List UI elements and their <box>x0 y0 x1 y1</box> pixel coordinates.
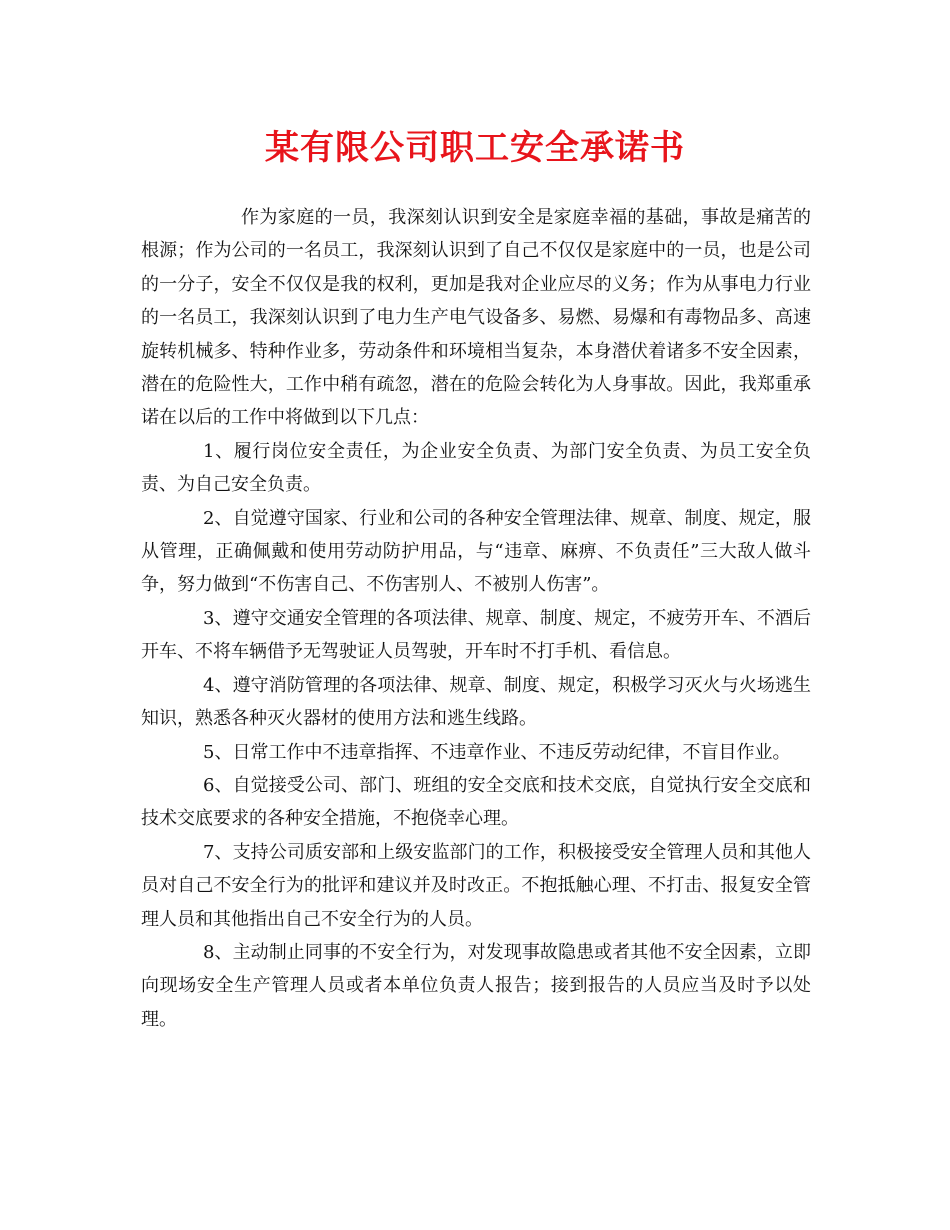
commitment-item-4: 4、遵守消防管理的各项法律、规章、制度、规定，积极学习灭火与火场逃生知识，熟悉各种灭火器材的使用方法和逃生线路。 <box>141 674 811 730</box>
document-body <box>141 201 811 1036</box>
commitment-item-5: 5、日常工作中不违章指挥、不违章作业、不违反劳动纪律，不盲目作业。 <box>203 741 791 763</box>
commitment-item-1: 1、履行岗位安全责任，为企业安全负责、为部门安全负责、为员工安全负责、为自己安全负责。 <box>141 440 811 496</box>
commitment-item-7: 7、支持公司质安部和上级安监部门的工作，积极接受安全管理人员和其他人员对自己不安全行为的批评和建议并及时改正。不抱抵触心理、不打击、报复安全管理人员和其他指出自己不安全行为的人员。 <box>141 841 811 930</box>
commitment-item-3: 3、遵守交通安全管理的各项法律、规章、制度、规定，不疲劳开车、不酒后开车、不将车辆借予无驾驶证人员驾驶，开车时不打手机、看信息。 <box>141 607 811 663</box>
intro-paragraph: 作为家庭的一员，我深刻认识到安全是家庭幸福的基础，事故是痛苦的根源；作为公司的一名员工，我深刻认识到了自己不仅仅是家庭中的一员，也是公司的一分子，安全不仅仅是我的权利，更加是我对企业应尽的义务；作为从事电力行业的一名员工，我深刻认识到了电力生产电气设备多、易燃、易爆和有毒物品多、高速旋转机械多、特种作业多，劳动条件和环境相当复杂，本身潜伏着诸多不安全因素，潜在的危险性大，工作中稍有疏忽，潜在的危险会转化为人身事故。因此，我郑重承诺在以后的工作中将做到以下几点： <box>141 207 811 429</box>
commitment-item-2: 2、自觉遵守国家、行业和公司的各种安全管理法律、规章、制度、规定，服从管理，正确佩戴和使用劳动防护用品，与“违章、麻痹、不负责任”三大敌人做斗争，努力做到“不伤害自己、不伤害别人、不被别人伤害”。 <box>141 507 811 596</box>
document-title: 某有限公司职工安全承诺书 <box>265 128 685 168</box>
commitment-item-8: 8、主动制止同事的不安全行为，对发现事故隐患或者其他不安全因素，立即向现场安全生产管理人员或者本单位负责人报告；接到报告的人员应当及时予以处理。 <box>141 941 811 1030</box>
commitment-item-6: 6、自觉接受公司、部门、班组的安全交底和技术交底，自觉执行安全交底和技术交底要求的各种安全措施，不抱侥幸心理。 <box>141 774 811 830</box>
